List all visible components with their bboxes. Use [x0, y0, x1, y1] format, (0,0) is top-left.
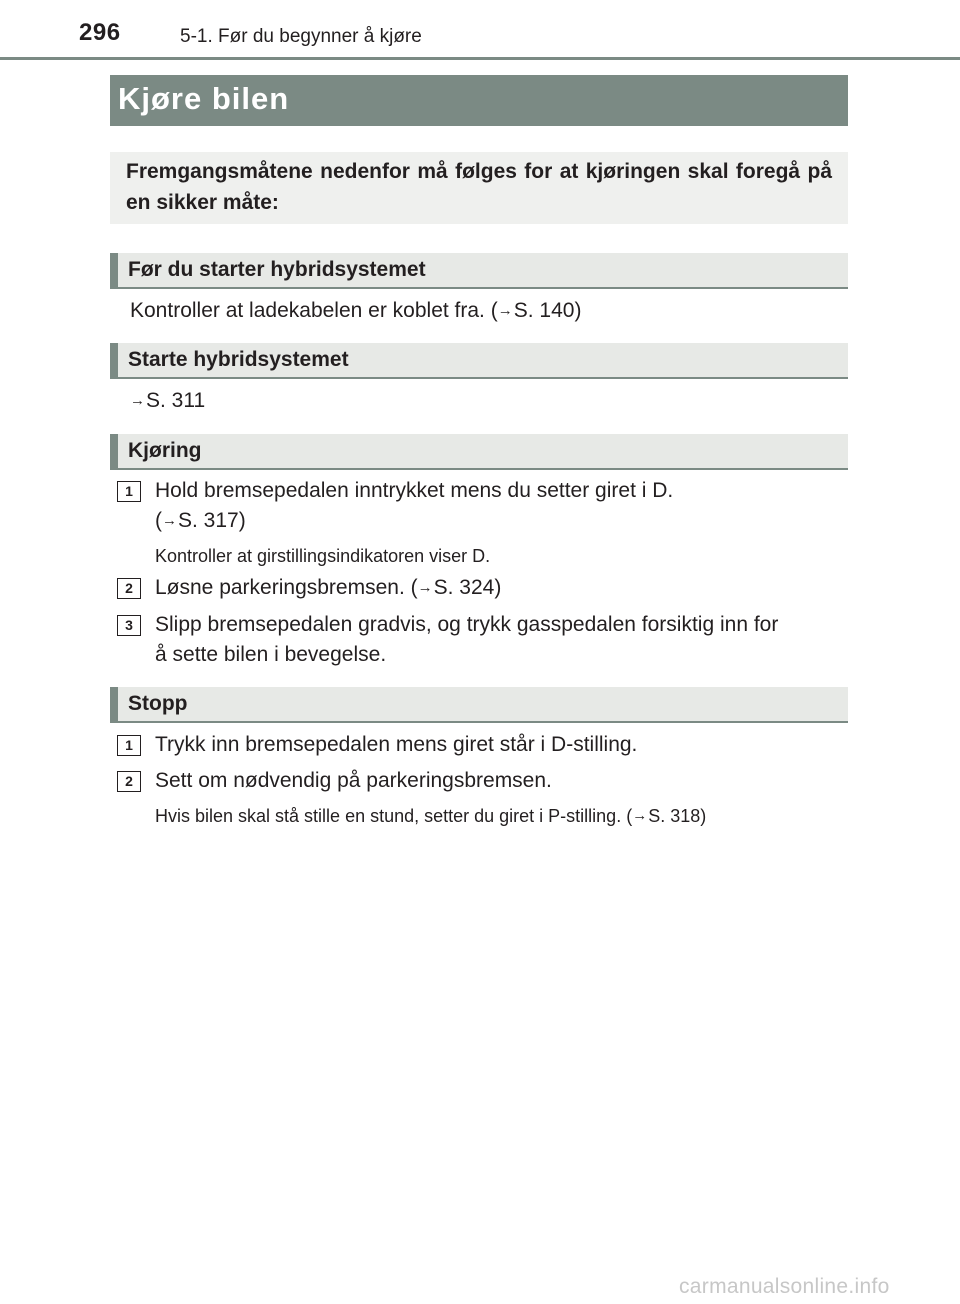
page-reference-link[interactable]: S. 140 — [513, 299, 575, 322]
intro-box — [110, 152, 848, 224]
section-heading-before-start — [110, 253, 848, 289]
watermark: carmanualsonline.info — [679, 1275, 890, 1298]
step-number-badge: 2 — [117, 771, 141, 792]
page-reference-link[interactable]: S. 311 — [146, 389, 206, 412]
driving-step-2: Løsne parkeringsbremsen. (→S. 324) — [155, 573, 855, 603]
section-heading-driving — [110, 434, 848, 470]
step-number-badge: 1 — [117, 735, 141, 756]
section-title: Starte hybridsystemet — [128, 348, 349, 371]
stop-step-2: Sett om nødvendig på parkeringsbremsen. — [155, 769, 552, 792]
section-heading-start — [110, 343, 848, 379]
page-reference-link[interactable]: S. 317 — [178, 509, 239, 532]
section-title: Stopp — [128, 692, 188, 715]
section-title: Før du starter hybridsystemet — [128, 258, 426, 281]
header-rule — [0, 57, 960, 60]
step-number-badge: 1 — [117, 481, 141, 502]
driving-step-1-note: Kontroller at girstillingsindikatoren viser D. — [155, 546, 491, 566]
before-start-text: Kontroller at ladekabelen er koblet fra. (→S. 140) — [130, 296, 581, 326]
driving-step-3: Slipp bremsepedalen gradvis, og trykk gasspedalen forsiktig inn for å sette bilen i bevegelse. — [155, 613, 779, 666]
section-heading-stop — [110, 687, 848, 723]
stop-step-2-note: Hvis bilen skal stå stille en stund, setter du giret i P-stilling. (→S. 318) — [155, 806, 707, 826]
page-reference-link[interactable]: S. 324 — [433, 576, 495, 599]
step-number-badge: 2 — [117, 578, 141, 599]
running-head: 5-1. Før du begynner å kjøre — [180, 26, 422, 47]
start-reference — [130, 386, 205, 416]
arrow-right-icon: → — [497, 302, 513, 319]
section-title: Kjøring — [128, 439, 202, 462]
arrow-right-icon: → — [162, 512, 177, 529]
arrow-right-icon: → — [632, 807, 648, 824]
arrow-right-icon: → — [130, 392, 145, 409]
step-number-badge: 3 — [117, 615, 141, 636]
page-title: Kjøre bilen — [118, 81, 290, 116]
page-header — [0, 0, 960, 60]
driving-step-1: Hold bremsepedalen inntrykket mens du setter giret i D. (→S. 317) — [155, 476, 855, 536]
page-title-bar — [110, 75, 848, 126]
stop-step-1: Trykk inn bremsepedalen mens giret står i D-stilling. — [155, 733, 638, 756]
intro-text: Fremgangsmåtene nedenfor må følges for at kjøringen skal foregå på en sikker måte: — [126, 160, 832, 214]
arrow-right-icon: → — [417, 579, 433, 596]
page-reference-link[interactable]: S. 318 — [648, 806, 701, 826]
page-number: 296 — [79, 19, 121, 46]
